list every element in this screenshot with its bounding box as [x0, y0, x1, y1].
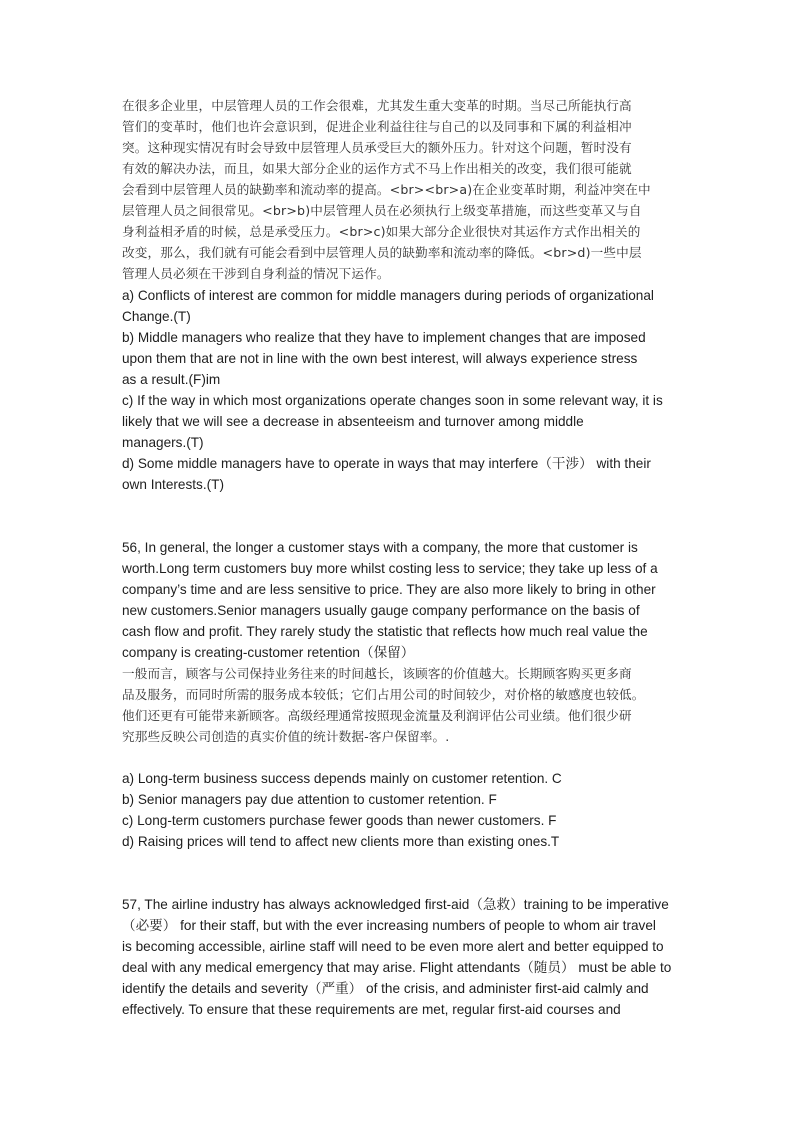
text-line: 57, The airline industry has always acknowledged first-aid（急救）training to be imperative — [122, 897, 669, 912]
text-line: Change.(T) — [122, 309, 191, 324]
text-line: d) Some middle managers have to operate in ways that may interfere（干涉） with their — [122, 456, 651, 471]
text-line: （必要） for their staff, but with the ever increasing numbers of people to whom air travel — [122, 918, 656, 933]
text-line: managers.(T) — [122, 435, 204, 450]
text-line: b) Middle managers who realize that they have to implement changes that are imposed — [122, 330, 646, 345]
text-line: 突。这种现实情况有时会导致中层管理人员承受巨大的额外压力。针对这个问题，暂时没有 — [122, 140, 632, 155]
text-line: 一般而言，顾客与公司保持业务往来的时间越长，该顾客的价值越大。长期顾客购买更多商 — [122, 666, 632, 681]
text-line: worth.Long term customers buy more whilst costing less to service; they take up less of a — [122, 561, 658, 576]
text-line: d) Raising prices will tend to affect new clients more than existing ones.T — [122, 834, 560, 849]
text-line: 究那些反映公司创造的真实价值的统计数据-客户保留率。. — [122, 729, 450, 744]
text-line: c) Long-term customers purchase fewer goods than newer customers. F — [122, 813, 557, 828]
text-line: company’s time and are less sensitive to price. They are also more likely to bring in other — [122, 582, 656, 597]
text-line: upon them that are not in line with the own best interest, will always experience stress — [122, 351, 638, 366]
text-line: likely that we will see a decrease in absenteeism and turnover among middle — [122, 414, 584, 429]
text-line: company is creating-customer retention（保留） — [122, 645, 415, 660]
text-line: a) Long-term business success depends mainly on customer retention. C — [122, 771, 562, 786]
text-line: effectively. To ensure that these requirements are met, regular first-aid courses and — [122, 1002, 621, 1017]
text-line: a) Conflicts of interest are common for middle managers during periods of organizational — [122, 288, 654, 303]
text-line: as a result.(F)im — [122, 372, 221, 387]
text-line: 管们的变革时，他们也许会意识到，促进企业利益往往与自己的以及同事和下属的利益相冲 — [122, 119, 632, 134]
text-line: 管理人员必须在干涉到自身利益的情况下运作。 — [122, 266, 390, 281]
text-line: own Interests.(T) — [122, 477, 224, 492]
text-line: deal with any medical emergency that may arise. Flight attendants（随员） must be able to — [122, 960, 672, 975]
text-line: 有效的解决办法，而且，如果大部分企业的运作方式不马上作出相关的改变，我们很可能就 — [122, 161, 632, 176]
text-line: identify the details and severity（严重） of the crisis, and administer first-aid calmly and — [122, 981, 649, 996]
text-line: b) Senior managers pay due attention to customer retention. F — [122, 792, 497, 807]
text-line: 56, In general, the longer a customer stays with a company, the more that customer is — [122, 540, 638, 555]
text-line: 在很多企业里，中层管理人员的工作会很难，尤其发生重大变革的时期。当尽己所能执行高 — [122, 98, 632, 113]
text-line: c) If the way in which most organizations operate changes soon in some relevant way, it is — [122, 393, 663, 408]
text-line: new customers.Senior managers usually gauge company performance on the basis of — [122, 603, 640, 618]
text-line: cash flow and profit. They rarely study the statistic that reflects how much real value the — [122, 624, 648, 639]
text-line: 改变，那么，我们就有可能会看到中层管理人员的缺勤率和流动率的降低。<br>d)一些中层 — [122, 245, 642, 260]
text-line: 身利益相矛盾的时候，总是承受压力。<br>c)如果大部分企业很快对其运作方式作出相关的 — [122, 224, 641, 239]
text-line: 他们还更有可能带来新顾客。高级经理通常按照现金流量及利润评估公司业绩。他们很少研 — [122, 708, 632, 723]
text-line: is becoming accessible, airline staff will need to be even more alert and better equipped to — [122, 939, 664, 954]
text-line: 品及服务，而同时所需的服务成本较低；它们占用公司的时间较少，对价格的敏感度也较低。 — [122, 687, 645, 702]
text-line: 层管理人员之间很常见。<br>b)中层管理人员在必须执行上级变革措施，而这些变革又与自 — [122, 203, 642, 218]
text-line: 会看到中层管理人员的缺勤率和流动率的提高。<br><br>a)在企业变革时期，利益冲突在中 — [122, 182, 651, 197]
